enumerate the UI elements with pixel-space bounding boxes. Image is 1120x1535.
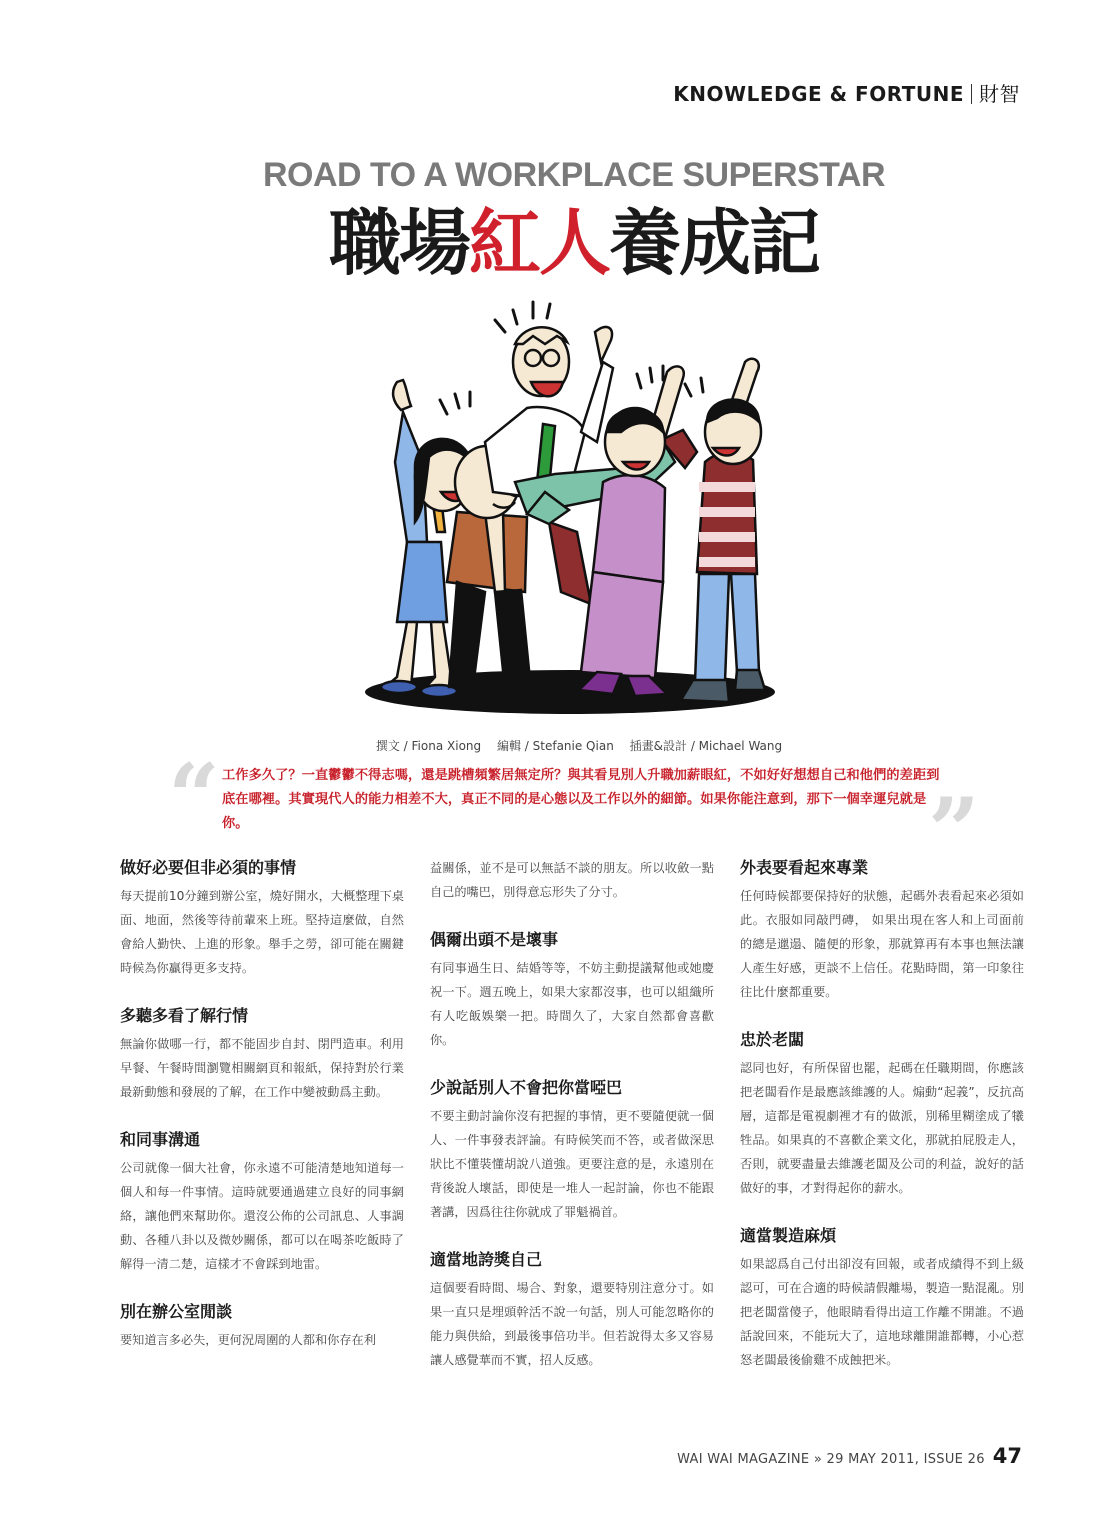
- title-zh-highlight: 紅人: [468, 201, 609, 285]
- magazine-info: WAI WAI MAGAZINE » 29 MAY 2011, ISSUE 26: [677, 1452, 985, 1467]
- title-zh-part2: 養成記: [609, 201, 820, 285]
- celebrating-coworkers-illustration: [345, 292, 785, 722]
- article-column-3: [740, 856, 1024, 1396]
- section-body: 認同也好，有所保留也罷，起碼在任職期間，你應該把老闆看作是最應該維護的人。煽動“起義”，反抗高層，這都是電視劇裡才有的做派，別稀里糊塗成了犧牲品。如果真的不喜歡企業文化，那就拍屁股走人，否則，就要盡量去維護老闆及公司的利益，說好的話做好的事，才對得起你的薪水。: [740, 1061, 1024, 1195]
- section-body: 這個要看時間、場合、對象，還要特別注意分寸。如果一直只是埋頭幹活不說一句話，別人可能忽略你的能力與供給，到最後事倍功半。但若說得太多又容易讓人感覺華而不實，招人反感。: [430, 1281, 714, 1367]
- article-column-1: [120, 856, 404, 1376]
- title-zh-part1: 職場: [328, 201, 469, 285]
- section-body: 無論你做哪一行，都不能固步自封、閉門造車。利用早餐、午餐時間瀏覽相關網頁和報紙，保持對於行業最新動態和發展的了解，在工作中變被動爲主動。: [120, 1037, 404, 1099]
- page-footer: [677, 1444, 1022, 1468]
- quote-open-mark: “: [168, 744, 220, 850]
- credit-illustrator: 插畫&設計 / Michael Wang: [629, 739, 783, 753]
- section-heading: 外表要看起來專業: [740, 858, 869, 877]
- title-english: ROAD TO A WORKPLACE SUPERSTAR: [262, 156, 886, 194]
- section-heading: 多聽多看了解行情: [120, 1006, 249, 1025]
- section-heading: 適當製造麻煩: [740, 1226, 837, 1245]
- section-heading: 少說話別人不會把你當啞巴: [430, 1078, 623, 1097]
- section-tag-zh: 財智: [979, 82, 1020, 106]
- section-heading: 和同事溝通: [120, 1130, 201, 1149]
- section-body: 任何時候都要保持好的狀態，起碼外表看起來必須如此。衣服如同敲門磚， 如果出現在客人和上司面前的總是邋遢、隨便的形象，那就算再有本事也無法讓人產生好感，更談不上信任。花點時間，第一印象往往比什麼都重要。: [740, 889, 1024, 999]
- section-body: 益關係，並不是可以無話不談的朋友。所以收斂一點自己的嘴巴，別得意忘形失了分寸。: [430, 861, 714, 899]
- section-body: 要知道言多必失，更何況周圍的人都和你存在利: [120, 1333, 376, 1347]
- pullquote: 工作多久了？一直鬱鬱不得志嗎，還是跳槽頻繁居無定所？與其看見別人升職加薪眼紅，不如好好想想自己和他們的差距到底在哪裡。其實現代人的能力相差不大，真正不同的是心態以及工作以外的細節。如果你能注意到，那下一個幸運兒就是你。: [222, 768, 940, 831]
- section-body: 每天提前10分鐘到辦公室，燒好開水，大概整理下桌面、地面，然後等待前輩來上班。堅持這麼做，自然會給人勤快、上進的形象。舉手之勞，卻可能在關鍵時候為你贏得更多支持。: [120, 889, 404, 975]
- section-heading: 忠於老闆: [740, 1030, 805, 1049]
- article-column-2: [430, 856, 714, 1396]
- section-heading: 偶爾出頭不是壞事: [430, 930, 559, 949]
- section-heading: 別在辦公室閒談: [120, 1302, 233, 1321]
- section-heading: 適當地誇獎自己: [430, 1250, 543, 1269]
- credit-writer: 撰文 / Fiona Xiong: [375, 739, 482, 753]
- section-tag-en: KNOWLEDGE & FORTUNE: [673, 82, 964, 106]
- section-tag: [673, 78, 1020, 107]
- section-body: 有同事過生日、結婚等等，不妨主動提議幫他或她慶祝一下。週五晚上，如果大家都沒事，也可以組織所有人吃飯娛樂一把。時間久了，大家自然都會喜歡你。: [430, 961, 714, 1047]
- section-body: 不要主動討論你沒有把握的事情，更不要隨便就一個人、一件事發表評論。有時候笑而不答，或者做深思狀比不懂裝懂胡說八道強。更要注意的是，永遠別在背後說人壞話，即使是一堆人一起討論，你也不能跟著講，因爲往往你就成了罪魁禍首。: [430, 1109, 714, 1219]
- section-tag-divider: [971, 84, 972, 104]
- section-body: 公司就像一個大社會，你永遠不可能清楚地知道每一個人和每一件事情。這時就要通過建立良好的同事網絡，讓他們來幫助你。還沒公佈的公司訊息、人事調動、各種八卦以及微妙關係，都可以在喝茶吃飯時了解得一清二楚，這樣才不會踩到地雷。: [120, 1161, 404, 1271]
- title-chinese: [0, 198, 1120, 288]
- section-body: 如果認爲自己付出卻沒有回報，或者成績得不到上級認可，可在合適的時候請假離場，製造一點混亂。別把老闆當傻子，他眼睛看得出這工作離不開誰。不過話說回來，不能玩大了，這地球離開誰都轉，小心惹怒老闆最後偷雞不成蝕把米。: [740, 1257, 1024, 1367]
- page-number: 47: [992, 1444, 1022, 1468]
- quote-close-mark: ”: [928, 778, 980, 884]
- credit-editor: 編輯 / Stefanie Qian: [496, 739, 614, 753]
- section-heading: 做好必要但非必須的事情: [120, 858, 297, 877]
